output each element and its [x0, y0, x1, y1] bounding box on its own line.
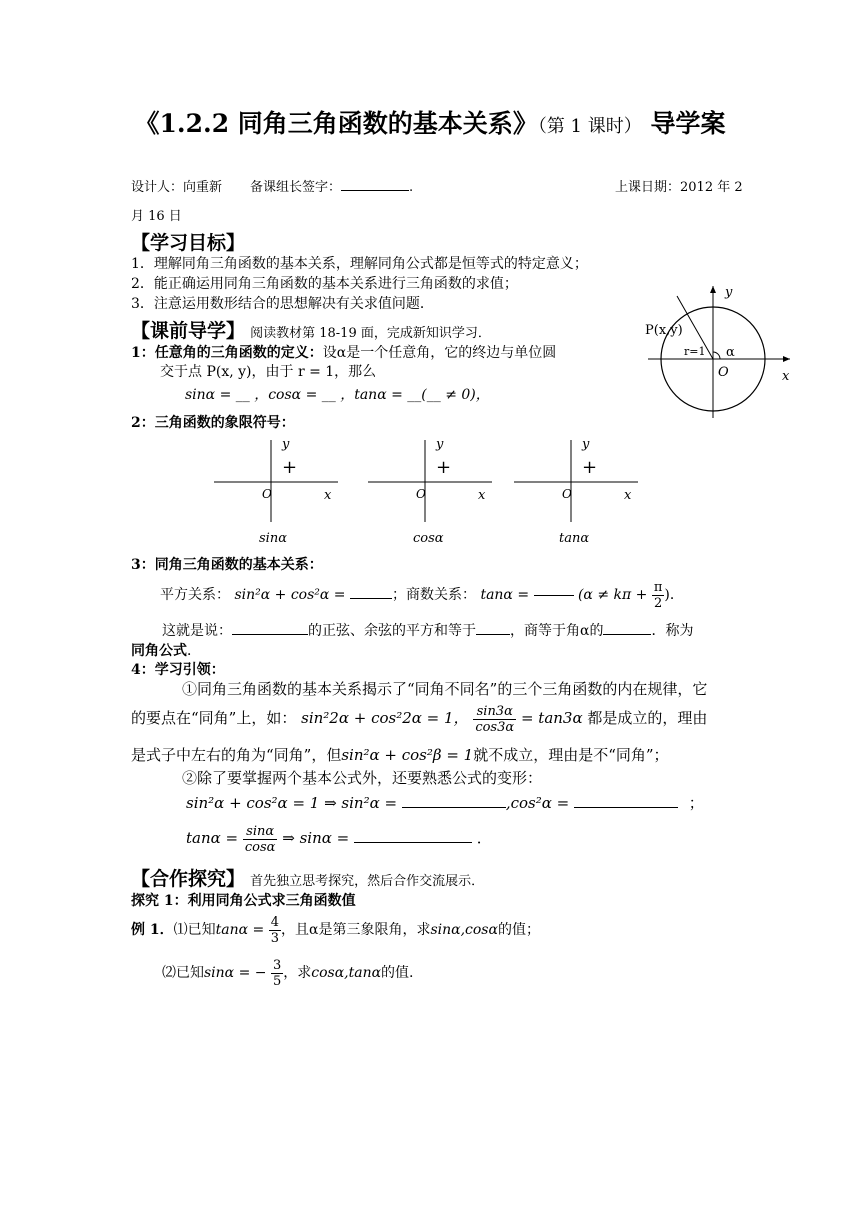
frac-num: 3 [272, 957, 282, 973]
guide-p1-line3 [131, 744, 669, 765]
say4: ．称为 [651, 623, 694, 639]
cos-label: cosα [413, 531, 444, 546]
signature-blank [341, 176, 409, 191]
preview-heading: 【课前导学】 [131, 320, 246, 342]
sin-plus: + [282, 457, 298, 478]
q1-text: 设α是一个任意角，它的终边与单位圆 [322, 345, 557, 361]
formula-name: 同角公式 [131, 643, 187, 659]
radius-label: r=1 [684, 345, 706, 358]
coop-heading: 【合作探究】 [131, 868, 246, 890]
q3-label: 3：同角三角函数的基本关系： [131, 557, 323, 573]
date-part1: 上课日期：2012 年 2 [615, 180, 743, 195]
frac-den: cos3α [475, 719, 515, 735]
guide-p1-line2 [131, 700, 707, 736]
p2-formula2: ,cos²α = [505, 794, 570, 812]
ex1-tan: tanα = [215, 922, 265, 938]
quotient-label: 商数关系： [405, 587, 476, 603]
goals-heading: 【学习目标】 [131, 232, 246, 254]
y-axis-label: y [282, 437, 290, 452]
ex1-formula: sinα,cosα [430, 922, 498, 938]
guide-p1-line1: ①同角三角函数的基本关系揭示了“同角不同名”的三个三角函数的内在规律，它 [182, 680, 708, 698]
date-part2: 月 16 日 [131, 209, 182, 224]
square-formula: sin²α + cos²α = [234, 587, 346, 603]
p1-fraction [473, 704, 516, 735]
semicolon: ； [391, 587, 406, 603]
p2-blank-3 [354, 828, 472, 843]
signature-field [250, 176, 413, 195]
p1-text-a: 的要点在“同角”上，如： [131, 709, 297, 727]
guide-p2-tan-row [186, 818, 492, 858]
designer: 设计人：向重新 [131, 180, 223, 195]
origin-label: O [562, 487, 572, 501]
frac-den: 5 [272, 973, 282, 989]
frac-num: 4 [270, 914, 279, 930]
title-sub: （第 1 课时） [537, 116, 642, 137]
blank-2 [476, 620, 510, 635]
p2-end-1: ； [688, 794, 704, 812]
example-1-part1 [131, 913, 540, 947]
ex2-fraction [271, 958, 283, 989]
q4-label: 4：学习引领： [131, 662, 225, 678]
y-axis-label: y [436, 437, 444, 452]
coop-note: 首先独立思考探究，然后合作交流展示． [250, 874, 485, 889]
close-paren: )． [664, 587, 684, 603]
p1-line3-text-b: 就不成立，理由是不“同角”； [473, 746, 669, 764]
tan-label: tanα [559, 531, 590, 546]
y-axis-label: y [582, 437, 590, 452]
ex1-text-a: ⑴已知 [173, 922, 216, 938]
p2-blank-2 [574, 793, 678, 808]
goal-item-1: 1．理解同角三角函数的基本关系，理解同角公式都是恒等式的特定意义； [131, 256, 588, 272]
quotient-formula: tanα = [480, 587, 530, 603]
sin-quadrant-graph [210, 432, 340, 550]
p1-formula1: sin²2α + cos²2α = 1， [301, 709, 469, 727]
frac-num: sinα [243, 824, 278, 840]
example-label: 例 1． [131, 922, 174, 938]
x-axis-label: x [478, 488, 486, 503]
pi-over-two [652, 580, 665, 611]
say2: 的正弦、余弦的平方和等于 [308, 623, 476, 639]
q2-label: 2：三角函数的象限符号： [131, 415, 295, 431]
q1-line2: 交于点 P(x, y)，由于 r = 1，那么 [160, 364, 377, 380]
p2-fraction [243, 824, 278, 855]
coop-heading-row [131, 864, 484, 891]
angle-label: α [726, 345, 735, 360]
quotient-condition: (α ≠ kπ + [577, 587, 648, 603]
blank-3 [603, 620, 651, 635]
relations-summary-line1 [162, 620, 693, 640]
point-label: P(x,y) [645, 323, 683, 338]
ex1-fraction [269, 915, 281, 946]
p2-implies: ⇒ sinα = [282, 829, 350, 847]
explore-1-title: 探究 1：利用同角公式求三角函数值 [131, 893, 356, 909]
title-main: 《1.2.2 同角三角函数的基本关系》 [134, 109, 538, 138]
signature-end: . [409, 180, 414, 195]
ex2-text-c: 的值. [381, 965, 414, 981]
preview-note: 阅读教材第 18-19 面，完成新知识学习． [250, 326, 491, 341]
ex2-formula: cosα,tanα [311, 965, 382, 981]
ex2-sin: sinα = − [204, 965, 267, 981]
p1-formula2: = tan3α [520, 709, 583, 727]
tan-plus: + [582, 457, 598, 478]
goal-item-2: 2．能正确运用同角三角函数的基本关系进行三角函数的求值； [131, 276, 518, 292]
preview-heading-row [131, 316, 491, 343]
blank-1 [232, 620, 308, 635]
p1-text-b: 都是成立的，理由 [587, 709, 708, 727]
ex2-text-b: ，求 [283, 965, 312, 981]
frac-den: cosα [244, 839, 276, 855]
circle-x-label: x [782, 369, 790, 384]
title-suffix: 导学案 [650, 109, 726, 138]
circle-y-label: y [725, 285, 733, 300]
say1: 这就是说： [162, 623, 232, 639]
p2-end-2: ． [476, 829, 492, 847]
origin-label: O [262, 487, 272, 501]
x-axis-label: x [324, 488, 332, 503]
two: 2 [653, 595, 663, 611]
square-label: 平方关系： [160, 587, 230, 603]
ex2-text-a: ⑵已知 [162, 965, 204, 981]
ex1-text-c: 的值； [497, 922, 540, 938]
signature-label: 备课组长签字： [250, 180, 342, 195]
cos-quadrant-graph [364, 432, 494, 550]
say-end: ． [187, 643, 201, 659]
p1-line3-text-a: 是式子中左右的角为“同角”，但 [131, 746, 342, 764]
guide-p2-formula-row [186, 792, 704, 813]
x-axis-label: x [624, 488, 632, 503]
goal-item-3: 3．注意运用数形结合的思想解决有关求值问题． [131, 296, 434, 312]
frac-num: sin3α [473, 704, 516, 720]
unit-circle-figure [640, 278, 800, 420]
page-title [0, 104, 860, 140]
cos-plus: + [436, 457, 452, 478]
guide-p2-line1: ②除了要掌握两个基本公式外，还要熟悉公式的变形： [182, 769, 543, 787]
origin-label: O [416, 487, 426, 501]
relations-formula-row [160, 578, 684, 612]
say3: ，商等于角α的 [510, 623, 604, 639]
square-blank [350, 584, 392, 599]
tan-quadrant-graph [510, 432, 640, 550]
p2-formula1: sin²α + cos²α = 1 ⇒ sin²α = [186, 794, 398, 812]
q1-formula: sinα = __ ，cosα = __ ，tanα = __(__ ≠ 0)， [185, 387, 490, 403]
ex1-text-b: ，且α是第三象限角，求 [280, 922, 431, 938]
relations-summary-line2 [131, 640, 201, 660]
circle-origin-label: O [718, 365, 729, 380]
q1-label: 1：任意角的三角函数的定义： [131, 345, 323, 361]
pi: π [653, 579, 663, 595]
q1-line1 [131, 342, 556, 362]
quotient-fraction-bar [534, 595, 574, 596]
p2-blank-1 [402, 793, 506, 808]
p2-tan: tanα = [186, 829, 239, 847]
sin-label: sinα [259, 531, 287, 546]
frac-den: 3 [270, 930, 279, 946]
example-1-part2 [162, 955, 414, 991]
p1-line3-formula: sin²α + cos²β = 1 [341, 746, 474, 764]
